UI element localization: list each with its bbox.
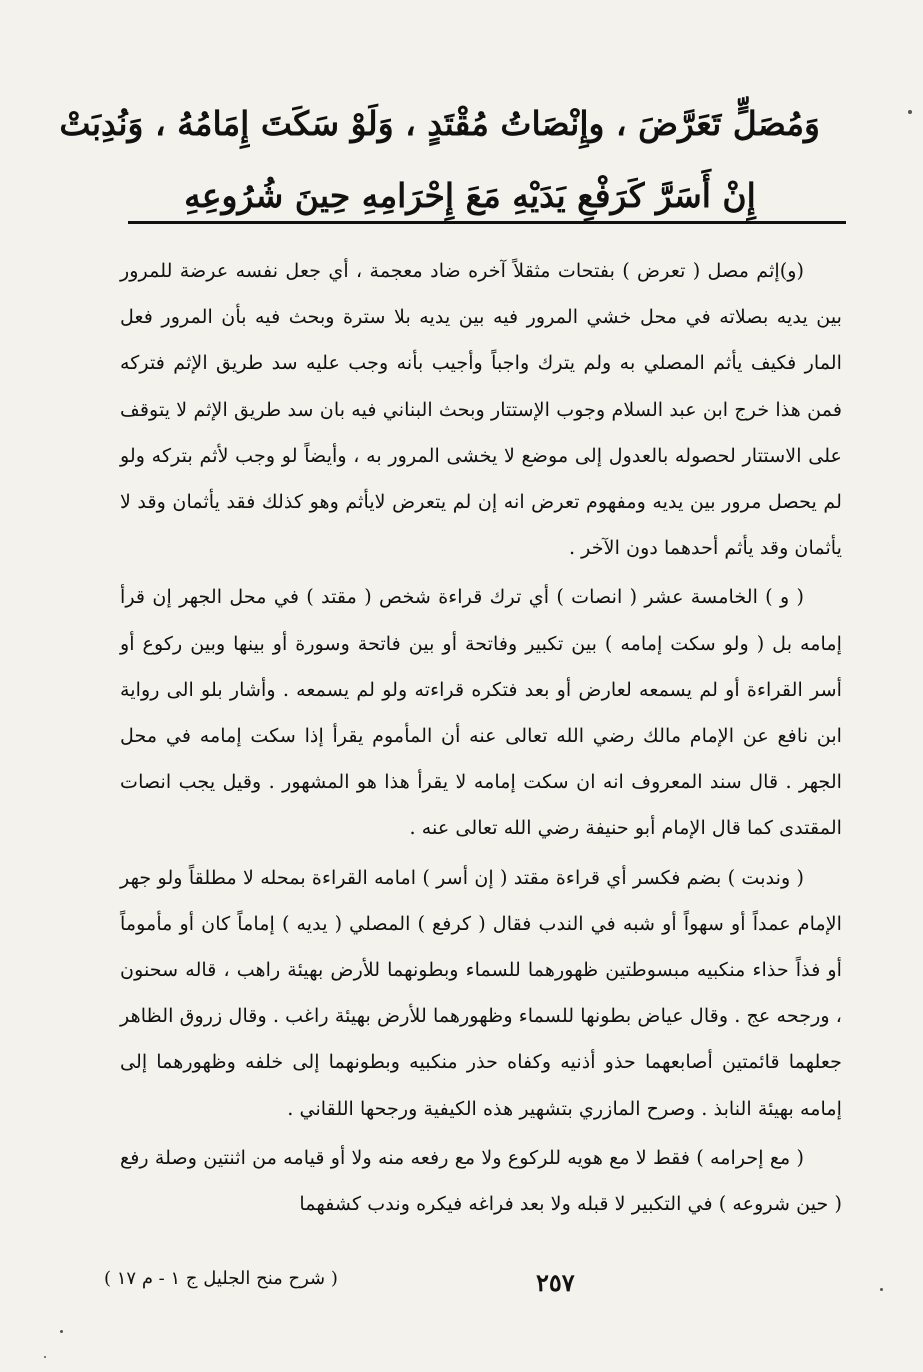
verse-header: [59, 88, 820, 232]
scan-speck: [60, 1330, 63, 1333]
source-reference: ( شرح منح الجليل ج ١ - م ١٧ ): [104, 1268, 338, 1289]
paragraph-4: ( مع إحرامه ) فقط لا مع هويه للركوع ولا مع رفعه منه ولا أو قيامه من اثنتين وصلة رفع ( حين شروعه ) في التكبير لا قبله ولا بعد فراغه فيكره وندب كشفهما: [120, 1145, 842, 1216]
paragraph-2: ( و ) الخامسة عشر ( انصات ) أي ترك قراءة شخص ( مقتد ) في محل الجهر إن قرأ إمامه بل ( ولو سكت إمامه ) بين تكبير وفاتحة أو بين فاتحة وسورة أو بينها وبين ركوع أو أسر القراءة أو لم يسمعه لعارض أو بعد فتكره قراءته ولو لم يسمعه . وأشار بلو الى رواية ابن نافع عن الإمام مالك رضي الله تعالى عنه أن المأموم يقرأ إذا سكت إمامه في محل الجهر . قال سند المعروف انه ان سكت إمامه لا يقرأ هذا هو المشهور . وقيل يجب انصات المقتدى كما قال الإمام أبو حنيفة رضي الله تعالى عنه .: [120, 585, 842, 840]
header-divider: [128, 221, 846, 224]
page-number: ٢٥٧: [536, 1268, 575, 1297]
scan-speck: [44, 1356, 46, 1358]
scan-speck: [880, 1288, 883, 1291]
paragraph-3: ( وندبت ) بضم فكسر أي قراءة مقتد ( إن أسر ) امامه القراءة بمحله لا مطلقاً ولو جهر الإمام عمداً أو سهواً أو شبه في الندب فقال ( كرفع ) المصلي ( يديه ) إماماً كان أو مأموماً أو فذاً حذاء منكبيه مبسوطتين ظهورهما للسماء وبطونهما للأرض بهيئة راهب ، قاله سحنون ، ورجحه عج . وقال عياض بطونها للسماء وظهورهما للأرض بهيئة راغب . وقال زروق الظاهر جعلهما قائمتين أصابعهما حذو أذنيه وكفاه حذر منكبيه وبطونهما إلى خلفه وظهورهما إلى إمامه بهيئة النابذ . وصرح المازري بتشهير هذه الكيفية ورجحها اللقاني .: [120, 865, 842, 1120]
verse-line-2: إِنْ أَسَرَّ كَرَفْعِ يَدَيْهِ مَعَ إِحْرَامِهِ حِينَ شُرُوعِهِ: [184, 176, 756, 215]
scan-speck: [908, 110, 912, 114]
paragraph-1: (و)إثم مصل ( تعرض ) بفتحات مثقلاً آخره ضاد معجمة ، أي جعل نفسه عرضة للمرور بين يديه بصلاته في محل خشي المرور فيه بين يديه بلا سترة وبحث فيه بأن المرور فعل المار فكيف يأثم المصلي به ولم يترك واجباً وأجيب بأنه وجب عليه سد طريق الإثم فتركه فمن هذا خرج ابن عبد السلام وجوب الإستتار وبحث البناني فيه بان سد طريق الإثم لا يتوقف على الاستتار لحصوله بالعدول إلى موضع لا يخشى المرور به ، وأيضاً لو وجب لأثم بتركه ولو لم يحصل مرور بين يديه ومفهوم تعرض انه إن لم يتعرض لايأثم وهو كذلك فقد يأثمان وقد لا يأثمان وقد يأثم أحدهما دون الآخر .: [120, 259, 842, 560]
verse-line-1: وَمُصَلٍّ تَعَرَّضَ ، وإِنْصَاتُ مُقْتَدٍ ، وَلَوْ سَكَتَ إِمَامُهُ ، وَنُدِبَتْ: [59, 104, 820, 143]
commentary-body: [120, 248, 842, 1227]
page-footer: [96, 1262, 846, 1302]
